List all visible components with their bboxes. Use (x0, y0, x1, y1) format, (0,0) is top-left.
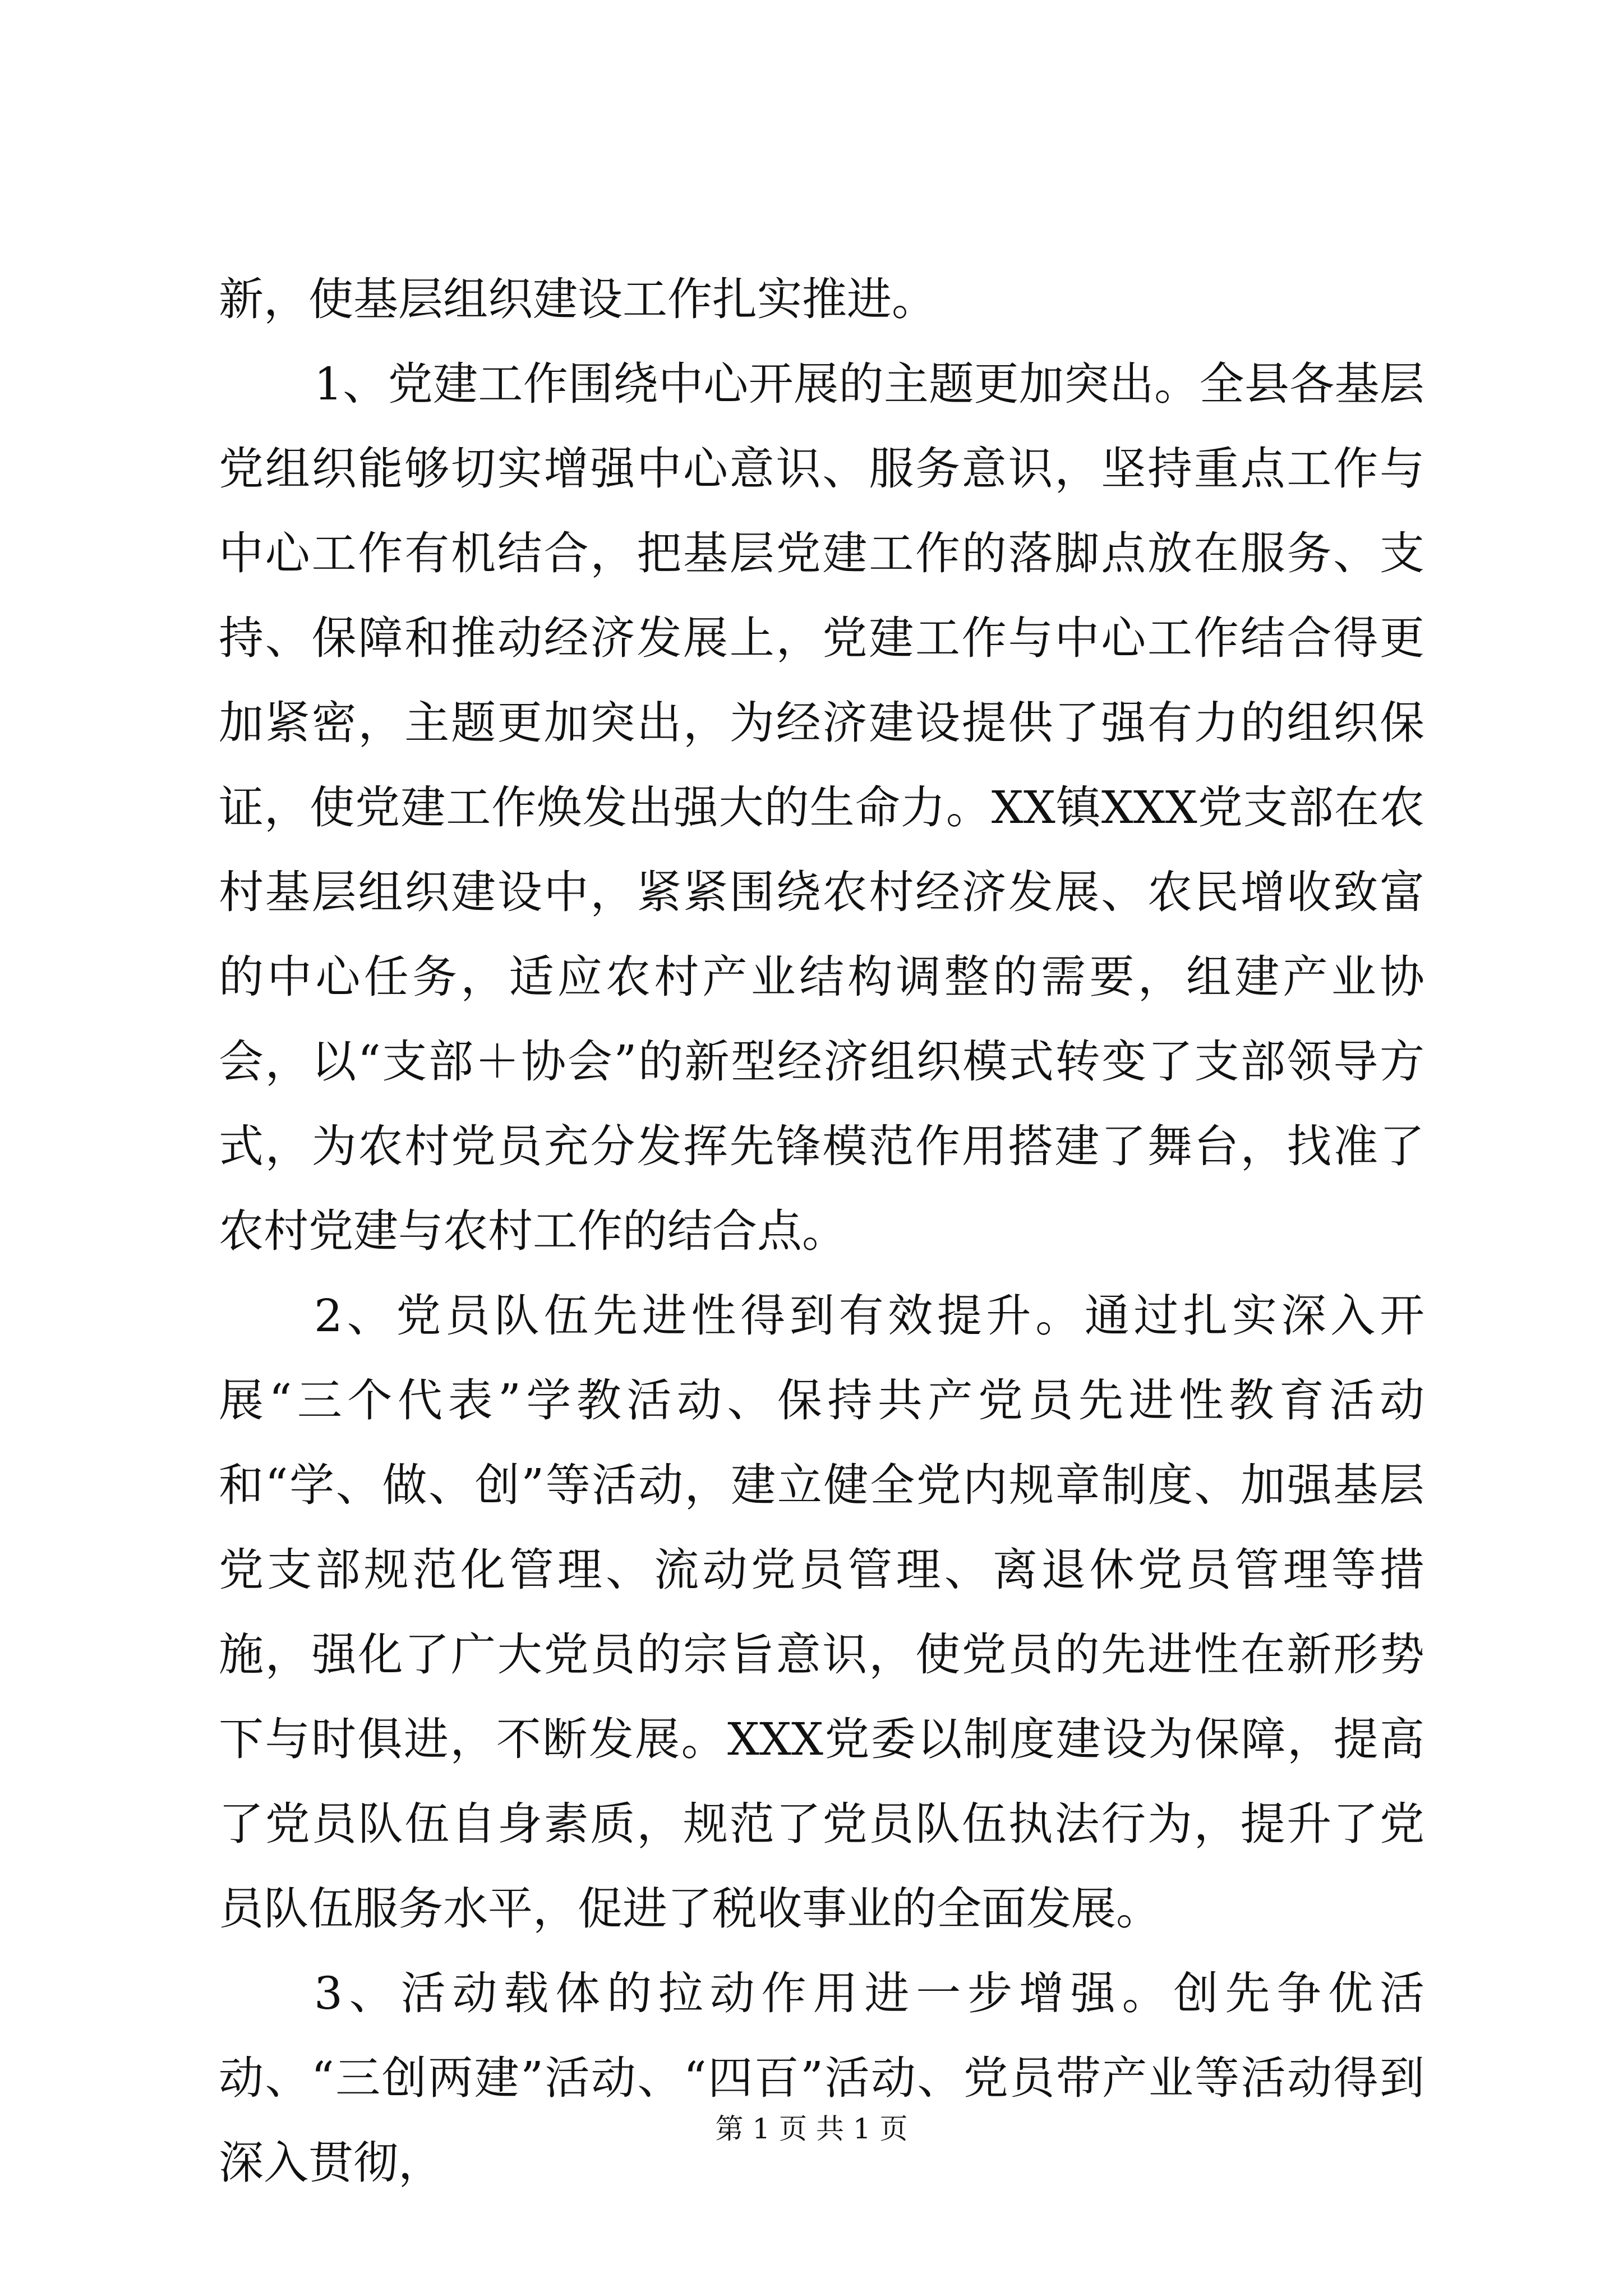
paragraph-continuation: 新，使基层组织建设工作扎实推进。 (219, 273, 937, 325)
page-number-footer: 第 1 页 共 1 页 (715, 2113, 908, 2145)
paragraph-item-2: 2、党员队伍先进性得到有效提升。通过扎实深入开展“三个代表”学教活动、保持共产党员先进性教育活动和“学、做、创”等活动，建立健全党内规章制度、加强基层党支部规范化管理、流动党员管理、离退休党员管理等措施，强化了广大党员的宗旨意识，使党员的先进性在新形势下与时俱进，不断发展。XXX党委以制度建设为保障，提高了党员队伍自身素质，规范了党员队伍执法行为，提升了党员队伍服务水平，促进了税收事业的全面发展。 (219, 1290, 1424, 1935)
paragraph-item-1: 1、党建工作围绕中心开展的主题更加突出。全县各基层党组织能够切实增强中心意识、服务意识，坚持重点工作与中心工作有机结合，把基层党建工作的落脚点放在服务、支持、保障和推动经济发展上，党建工作与中心工作结合得更加紧密，主题更加突出，为经济建设提供了强有力的组织保证，使党建工作焕发出强大的生命力。XX镇XXX党支部在农村基层组织建设中，紧紧围绕农村经济发展、农民增收致富的中心任务，适应农村产业结构调整的需要，组建产业协会，以“支部＋协会”的新型经济组织模式转变了支部领导方式，为农村党员充分发挥先锋模范作用搭建了舞台，找准了农村党建与农村工作的结合点。 (219, 358, 1424, 1257)
paragraph-item-3: 3、活动载体的拉动作用进一步增强。创先争优活动、“三创两建”活动、“四百”活动、党员带产业等活动得到深入贯彻， (219, 1967, 1424, 2189)
document-body (219, 257, 1424, 2205)
